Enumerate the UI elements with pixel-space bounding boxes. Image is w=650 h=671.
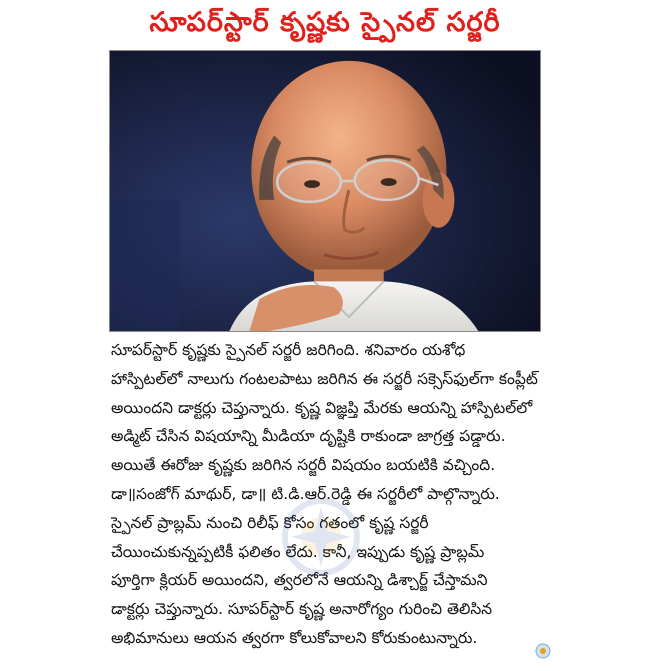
body-line: చేయించుకున్నప్పటికీ ఫలితం లేదు. కానీ, ఇప్పుడు కృష్ణ ప్రాబ్లమ్	[111, 542, 485, 561]
body-line: అయిందని డాక్టర్లు చెప్తున్నారు. కృష్ణ విజ్ఞప్తి మేరకు ఆయన్ని హాస్పిటల్‌లో	[111, 398, 533, 417]
body-line: డా॥సంజోగ్ మాథుర్, డా॥ టి.డి.ఆర్.రెడ్డి ఈ సర్జరీలో పాల్గొన్నారు.	[111, 484, 500, 503]
site-logo-icon	[535, 643, 551, 659]
body-line: అయితే ఈరోజు కృష్ణకు జరిగిన సర్జరీ విషయం బయటికి వచ్చింది.	[111, 456, 496, 475]
body-line: హాస్పిటల్‌లో నాలుగు గంటలపాటు జరిగిన ఈ సర్జరీ సక్సెస్‌ఫుల్‌గా కంప్లీట్	[111, 369, 538, 388]
body-line: సూపర్‌స్టార్ కృష్ణకు స్పైనల్ సర్జరీ జరిగింది. శనివారం యశోధ	[111, 341, 466, 359]
body-line: స్పైనల్ ప్రాబ్లమ్ నుంచి రిలీఫ్ కోసం గతంలో కృష్ణ సర్జరీ	[111, 513, 429, 532]
article-photo	[109, 50, 541, 332]
article-body	[111, 336, 541, 653]
site-logo-watermark-icon	[281, 497, 361, 577]
body-line: పూర్తిగా క్లియర్ అయిందని, త్వరలోనే ఆయన్ని డిశ్చార్జ్ చేస్తామని	[111, 571, 488, 590]
body-line: అభిమానులు ఆయన త్వరగా కోలుకోవాలని కోరుకుంటున్నారు.	[111, 628, 478, 647]
portrait-illustration	[110, 51, 540, 331]
body-line: అడ్మిట్ చేసిన విషయాన్ని మీడియా దృష్టికి రాకుండా జాగ్రత్త పడ్డారు.	[111, 427, 506, 446]
body-line: డాక్టర్లు చెప్తున్నారు. సూపర్‌స్టార్ కృష్ణ అనారోగ్యం గురించి తెలిసిన	[111, 600, 493, 619]
article-headline: సూపర్‌స్టార్ కృష్ణకు స్పైనల్ సర్జరీ	[149, 7, 501, 38]
